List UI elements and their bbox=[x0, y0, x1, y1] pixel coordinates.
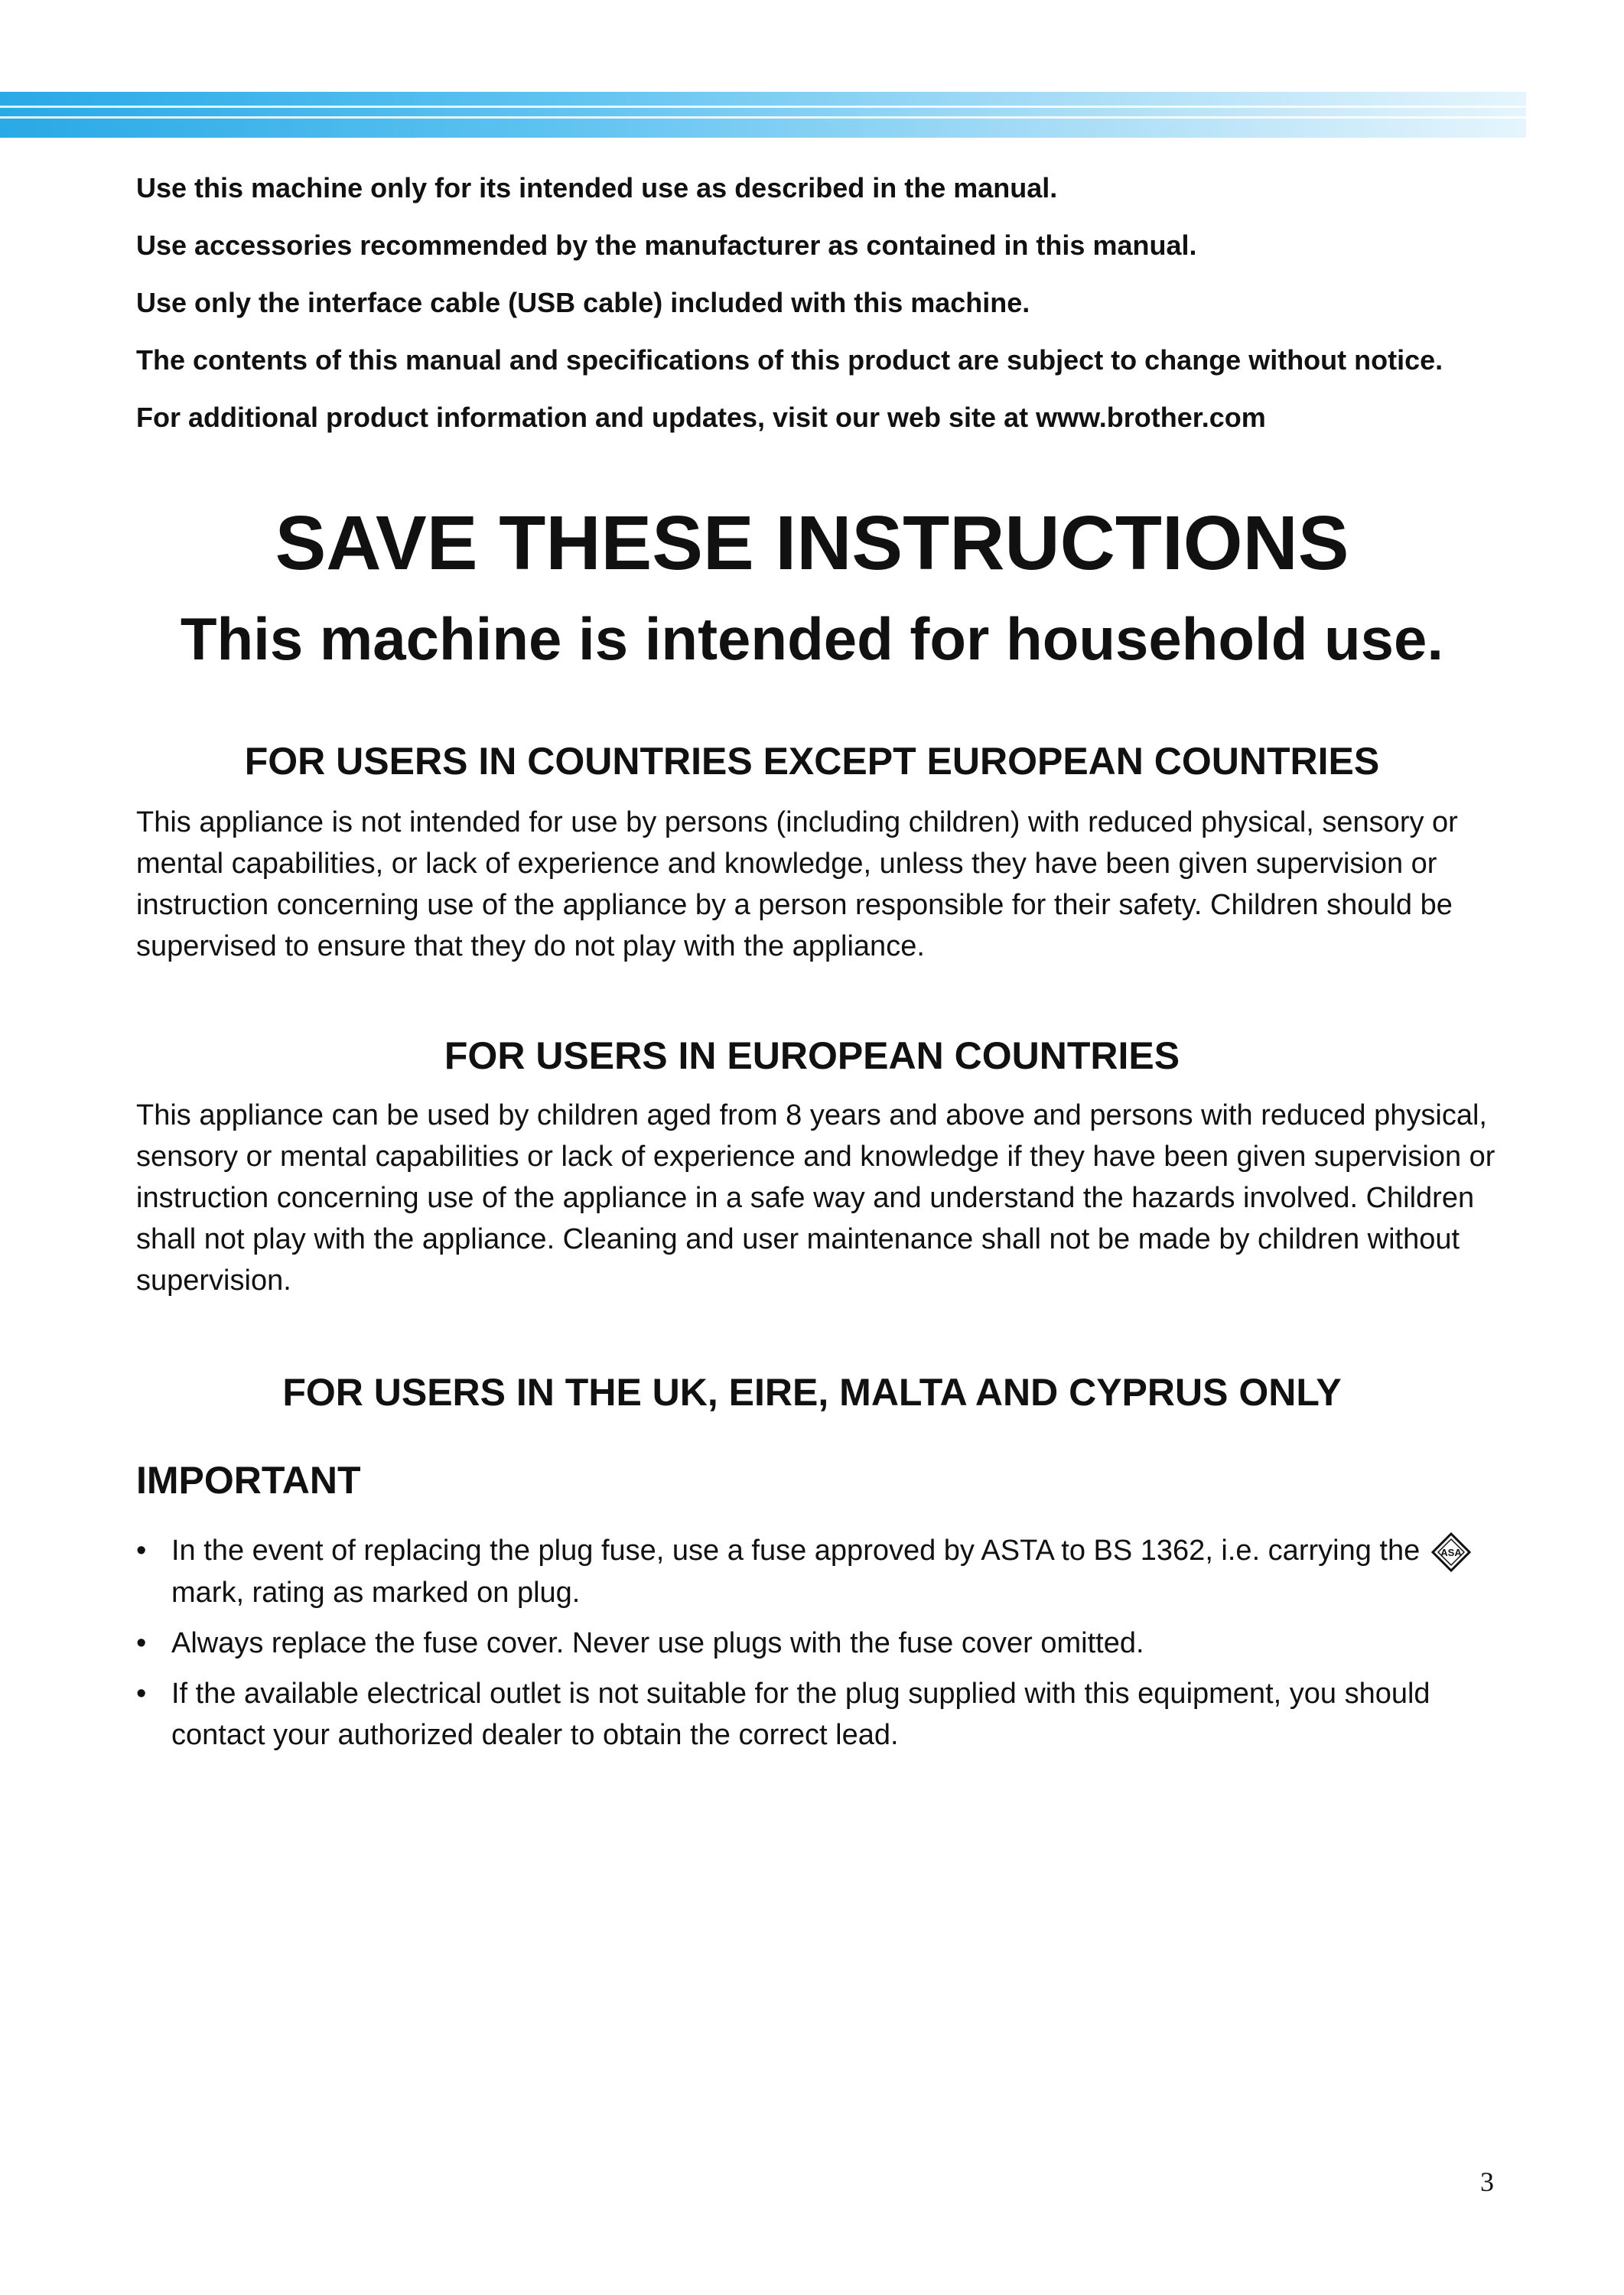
bullet-text-after: mark, rating as marked on plug. bbox=[171, 1576, 581, 1609]
bullet-icon: • bbox=[136, 1626, 147, 1659]
intro-line: Use only the interface cable (USB cable) included with this machine. bbox=[136, 287, 1030, 318]
list-item bbox=[136, 1673, 1513, 1756]
important-heading: IMPORTANT bbox=[136, 1459, 361, 1502]
bullet-text: Always replace the fuse cover. Never use plugs with the fuse cover omitted. bbox=[171, 1626, 1144, 1659]
european-heading: FOR USERS IN EUROPEAN COUNTRIES bbox=[444, 1034, 1180, 1077]
save-instructions-title: SAVE THESE INSTRUCTIONS bbox=[275, 500, 1349, 586]
intro-notes bbox=[136, 173, 1528, 460]
list-item bbox=[136, 1530, 1513, 1613]
non-european-text: This appliance is not intended for use by persons (including children) with reduced physical, sensory or mental capabilities, or lack of experience and knowledge, unless they have been given supervision or instruction concerning use of the appliance by a person responsible for their safety. Children should be supervised to ensure that they do not play with the appliance. bbox=[136, 806, 1458, 962]
asta-label: ASA bbox=[1440, 1546, 1462, 1558]
bullet-icon: • bbox=[136, 1677, 147, 1710]
intro-line: Use this machine only for its intended use as described in the manual. bbox=[136, 172, 1058, 203]
bullet-text-before: In the event of replacing the plug fuse, use a fuse approved by ASTA to BS 1362, i.e. carrying the bbox=[171, 1535, 1421, 1567]
asta-mark-icon bbox=[1431, 1532, 1471, 1572]
uk-bullet-list bbox=[136, 1530, 1513, 1765]
header-stripe bbox=[0, 116, 1526, 119]
uk-heading: FOR USERS IN THE UK, EIRE, MALTA AND CYPRUS ONLY bbox=[282, 1371, 1342, 1414]
household-use-subtitle: This machine is intended for household use. bbox=[180, 605, 1444, 672]
bullet-text: If the available electrical outlet is not suitable for the plug supplied with this equipment, you should contact your authorized dealer to obtain the correct lead. bbox=[171, 1677, 1430, 1751]
list-item bbox=[136, 1623, 1513, 1664]
header-color-bar bbox=[0, 92, 1526, 138]
bullet-icon: • bbox=[136, 1535, 147, 1567]
european-text: This appliance can be used by children aged from 8 years and above and persons with reduced physical, sensory or mental capabilities or lack of experience and knowledge if they have been given supervision or instruction concerning use of the appliance in a safe way and understand the hazards involved. Children shall not play with the appliance. Cleaning and user maintenance shall not be made by children without supervision. bbox=[136, 1099, 1495, 1297]
header-stripe bbox=[0, 106, 1526, 108]
non-european-heading: FOR USERS IN COUNTRIES EXCEPT EUROPEAN COUNTRIES bbox=[244, 740, 1380, 783]
page-number: 3 bbox=[1480, 2166, 1494, 2197]
intro-line: Use accessories recommended by the manufacturer as contained in this manual. bbox=[136, 230, 1197, 261]
intro-line: For additional product information and updates, visit our web site at www.brother.com bbox=[136, 402, 1266, 433]
intro-line: The contents of this manual and specifications of this product are subject to change without notice. bbox=[136, 344, 1443, 376]
